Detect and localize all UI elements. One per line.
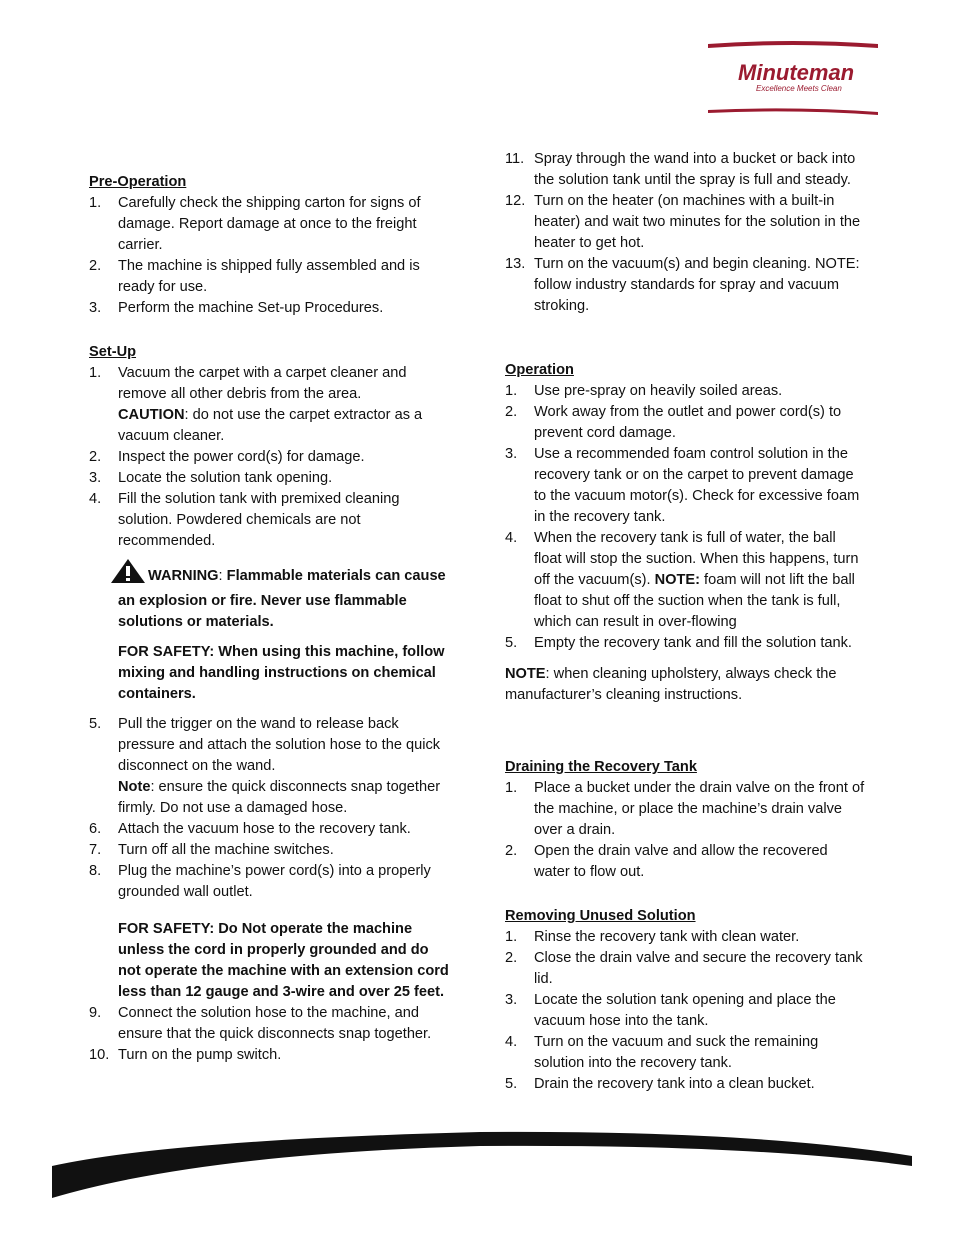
item-number: 3. <box>505 446 518 462</box>
item-number: 4. <box>505 530 518 546</box>
item-number: 5. <box>89 716 102 732</box>
list-item <box>89 489 451 552</box>
setup-heading: Set-Up <box>89 344 137 360</box>
caution-label: CAUTION <box>118 407 185 423</box>
draining-list <box>505 778 867 883</box>
item-number: 5. <box>505 1076 518 1092</box>
warning-label: WARNING <box>148 568 219 584</box>
list-item <box>505 778 867 841</box>
upholstery-note <box>505 664 867 706</box>
operation-list <box>505 381 867 654</box>
list-item <box>89 468 451 489</box>
item-number: 5. <box>505 635 518 651</box>
list-item <box>89 714 451 819</box>
item-number: 4. <box>89 491 102 507</box>
item-text: Perform the machine Set-up Procedures. <box>118 300 384 316</box>
note-label: Note <box>118 779 151 795</box>
item-text: Open the drain valve and allow the recovered water to flow out. <box>534 843 828 880</box>
item-number: 1. <box>89 195 102 211</box>
pre-operation-list <box>89 193 451 319</box>
list-item <box>89 819 451 840</box>
list-item <box>505 381 867 402</box>
item-text: Place a bucket under the drain valve on the front of the machine, or place the machine’s drain valve over a drain. <box>534 780 865 838</box>
list-item <box>505 191 867 254</box>
item-number: 1. <box>505 780 518 796</box>
list-item <box>89 193 451 256</box>
item-text: When the recovery tank is full of water, the ball float will stop the suction. When this happens, turn off the vacuum(s). <box>534 530 859 588</box>
item-number: 2. <box>505 843 518 859</box>
note-text: : ensure the quick disconnects snap together firmly. Do not use a damaged hose. <box>118 779 441 816</box>
item-text: Turn on the heater (on machines with a built-in heater) and wait two minutes for the solution in the heater to get hot. <box>534 193 861 251</box>
item-number: 1. <box>89 365 102 381</box>
list-item <box>89 298 451 319</box>
item-number: 3. <box>89 300 102 316</box>
item-text: Work away from the outlet and power cord(s) to prevent cord damage. <box>534 404 842 441</box>
list-item <box>89 1003 451 1045</box>
list-item <box>505 633 867 654</box>
item-number: 8. <box>89 863 102 879</box>
note-label: NOTE <box>505 666 546 682</box>
list-item <box>505 948 867 990</box>
item-text: Turn on the vacuum(s) and begin cleaning. NOTE: follow industry standards for spray and vacuum stroking. <box>534 256 860 314</box>
pre-operation-heading: Pre-Operation <box>89 174 187 190</box>
item-number: 1. <box>505 929 518 945</box>
item-text: Inspect the power cord(s) for damage. <box>118 449 365 465</box>
list-item <box>505 402 867 444</box>
item-text: Locate the solution tank opening and place the vacuum hose into the tank. <box>534 992 836 1029</box>
item-text: The machine is shipped fully assembled and is ready for use. <box>118 258 420 295</box>
list-item <box>89 363 451 447</box>
setup-list <box>89 363 451 552</box>
item-number: 9. <box>89 1005 102 1021</box>
footer-swoosh <box>50 1120 914 1200</box>
item-number: 11. <box>505 151 525 167</box>
list-item <box>505 927 867 948</box>
setup-list-final <box>89 1003 451 1066</box>
item-text: Fill the solution tank with premixed cleaning solution. Powdered chemicals are not recommended. <box>118 491 400 549</box>
caution-text: : do not use the carpet extractor as a vacuum cleaner. <box>118 407 423 444</box>
list-item <box>505 1032 867 1074</box>
setup-list-continued <box>89 714 451 903</box>
item-number: 2. <box>505 404 518 420</box>
list-item <box>505 254 867 317</box>
draining-heading: Draining the Recovery Tank <box>505 759 697 775</box>
list-item <box>505 1074 867 1095</box>
item-number: 3. <box>505 992 518 1008</box>
list-item <box>505 528 867 633</box>
item-text: Use pre-spray on heavily soiled areas. <box>534 383 783 399</box>
list-item <box>89 256 451 298</box>
item-text: Close the drain valve and secure the recovery tank lid. <box>534 950 863 987</box>
note-label: NOTE: <box>654 572 700 588</box>
item-number: 10. <box>89 1047 110 1063</box>
item-text: Carefully check the shipping carton for signs of damage. Report damage at once to the freight carrier. <box>118 195 421 253</box>
item-text: Drain the recovery tank into a clean bucket. <box>534 1076 815 1092</box>
item-number: 13. <box>505 256 526 272</box>
operation-heading: Operation <box>505 362 574 378</box>
item-text: Use a recommended foam control solution in the recovery tank or on the carpet to prevent damage to the vacuum motor(s). Check for excessive foam in the recovery tank. <box>534 446 860 525</box>
item-number: 3. <box>89 470 102 486</box>
item-text: Attach the vacuum hose to the recovery tank. <box>118 821 411 837</box>
item-text: Empty the recovery tank and fill the solution tank. <box>534 635 852 651</box>
item-number: 1. <box>505 383 518 399</box>
warning-separator: : <box>218 568 227 584</box>
list-item <box>89 840 451 861</box>
note-text: : when cleaning upholstery, always check the manufacturer’s cleaning instructions. <box>505 666 837 703</box>
note-text: foam will not lift the ball float to shut off the suction when the tank is full, which can result in over-flowing <box>534 572 855 630</box>
item-text: Vacuum the carpet with a carpet cleaner and remove all other debris from the area. <box>118 365 407 402</box>
warning-triangle-icon <box>110 558 146 591</box>
item-number: 12. <box>505 193 526 209</box>
item-number: 4. <box>505 1034 518 1050</box>
list-item <box>505 841 867 883</box>
list-item <box>89 1045 451 1066</box>
item-text: Turn on the vacuum and suck the remaining solution into the recovery tank. <box>534 1034 819 1071</box>
setup-list-right <box>505 149 867 317</box>
safety-notice-chemicals: FOR SAFETY: When using this machine, follow mixing and handling instructions on chemical containers. <box>118 644 445 702</box>
list-item <box>89 861 451 903</box>
item-text: Pull the trigger on the wand to release back pressure and attach the solution hose to the quick disconnect on the wand. <box>118 716 441 774</box>
minuteman-logo <box>708 40 878 116</box>
item-number: 7. <box>89 842 102 858</box>
item-number: 2. <box>505 950 518 966</box>
list-item <box>89 447 451 468</box>
item-text: Turn on the pump switch. <box>118 1047 282 1063</box>
logo-tagline: Excellence Meets Clean <box>756 84 842 93</box>
removing-list <box>505 927 867 1095</box>
warning-block <box>89 558 451 633</box>
item-text: Turn off all the machine switches. <box>118 842 334 858</box>
logo-brand: Minuteman <box>738 60 855 85</box>
item-text: Locate the solution tank opening. <box>118 470 333 486</box>
item-text: Rinse the recovery tank with clean water. <box>534 929 800 945</box>
list-item <box>505 149 867 191</box>
item-text: Spray through the wand into a bucket or back into the solution tank until the spray is full and steady. <box>534 151 856 188</box>
list-item <box>505 990 867 1032</box>
list-item <box>505 444 867 528</box>
item-text: Plug the machine’s power cord(s) into a properly grounded wall outlet. <box>118 863 431 900</box>
item-number: 6. <box>89 821 102 837</box>
item-number: 2. <box>89 258 102 274</box>
item-number: 2. <box>89 449 102 465</box>
safety-notice-grounding: FOR SAFETY: Do Not operate the machine unless the cord in properly grounded and do not operate the machine with an extension cord less than 12 gauge and 3-wire and over 25 feet. <box>118 921 449 1000</box>
removing-heading: Removing Unused Solution <box>505 908 696 924</box>
warning-text: Flammable materials can cause an explosion or fire. Never use flammable solutions or materials. <box>118 568 446 630</box>
item-text: Connect the solution hose to the machine, and ensure that the quick disconnects snap together. <box>118 1005 432 1042</box>
